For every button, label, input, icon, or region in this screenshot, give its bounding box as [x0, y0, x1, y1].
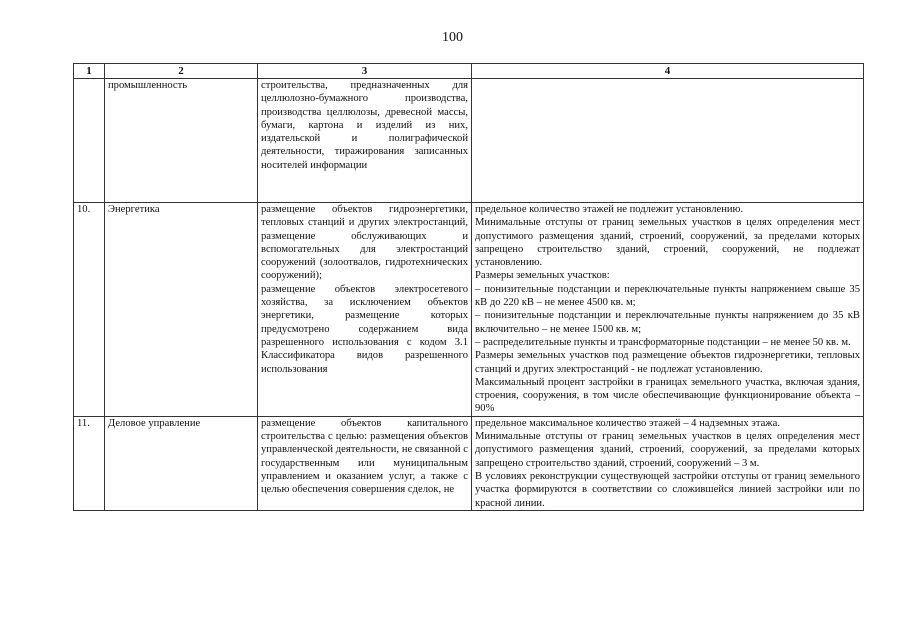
page-number: 100 [442, 30, 463, 45]
row-parameter-paragraph: Максимальный процент застройки в границах земельного участка, включая здания, строения, сооружения, в том числе обеспечивающие функционирование объекта – 90% [475, 376, 860, 415]
header-col-4: 4 [472, 64, 864, 79]
table-row [74, 416, 864, 510]
row-parameter-paragraph: Минимальные отступы от границ земельных участков в целях определения мест допустимого размещения зданий, строений, сооружений, за пределами которых запрещено строительство зданий, строений, сооружений – 3 м. [475, 431, 860, 469]
header-col-1: 1 [74, 64, 105, 79]
table-header-row [74, 64, 864, 79]
row-name: промышленность [105, 79, 258, 203]
row-parameter-paragraph: Размеры земельных участков под размещение объектов гидроэнергетики, тепловых станций и других электростанций - не подлежат установлению. [475, 350, 860, 375]
row-parameters [472, 203, 864, 417]
header-col-3: 3 [258, 64, 472, 79]
row-parameter-paragraph: – понизительные подстанции и переключательные пункты напряжением свыше 35 кВ до 220 кВ – не менее 4500 кв. м; [475, 283, 860, 309]
row-parameters [472, 416, 864, 510]
row-description [258, 203, 472, 417]
zoning-table [73, 63, 864, 511]
row-description [258, 79, 472, 203]
header-col-2: 2 [105, 64, 258, 79]
row-parameter-paragraph: Минимальные отступы от границ земельных участков в целях определения мест допустимого размещения зданий, строений, сооружений, за пределами которых запрещено строительство зданий, строений, сооружений, не подлежат установлению. [475, 217, 860, 269]
table-row [74, 79, 864, 203]
row-parameter-paragraph: Размеры земельных участков: [475, 270, 610, 282]
row-number: 10. [74, 203, 105, 417]
row-parameter-paragraph: В условиях реконструкции существующей застройки отступы от границ земельного участка формируются в соответствии со сложившейся линией застройки или по красной линии. [475, 470, 860, 509]
table-row [74, 203, 864, 417]
row-parameter-paragraph: – понизительные подстанции и переключательные пункты напряжением до 35 кВ включительно – не менее 1500 кв. м; [475, 310, 860, 335]
row-parameter-paragraph: – распределительные пункты и трансформаторные подстанции – не менее 50 кв. м. [475, 336, 851, 348]
row-name: Деловое управление [105, 416, 258, 510]
row-number: 11. [74, 416, 105, 510]
row-parameter-paragraph: предельное количество этажей не подлежит установлению. [475, 204, 744, 215]
row-parameters [472, 79, 864, 203]
row-description-paragraph: размещение объектов капитального строительства с целью: размещения объектов управленческой деятельности, не связанной с государственным или муниципальным управлением и оказанием услуг, а также с целью обеспечения совершения сделок, не [261, 417, 468, 496]
row-description-paragraph: размещение объектов гидроэнергетики, тепловых станций и других электростанций, размещение обслуживающих и вспомогательных для электростанций сооружений (золоотвалов, гидротехнических сооружений); [261, 204, 468, 282]
row-description [258, 416, 472, 510]
row-number [74, 79, 105, 203]
row-description-paragraph: строительства, предназначенных для целлюлозно-бумажного производства, производства целлюлозы, древесной массы, бумаги, картона и изделий из них, издательской и полиграфической деятельности, тиражирования записанных носителей информации [261, 80, 468, 171]
row-parameter-paragraph: предельное максимальное количество этажей – 4 надземных этажа. [475, 417, 780, 429]
row-name: Энергетика [105, 203, 258, 417]
row-description-paragraph: размещение объектов электросетевого хозяйства, за исключением объектов энергетики, размещение которых предусмотрено содержанием вида разрешенного использования с кодом 3.1 Классификатора видов разрешенного использования [261, 283, 468, 375]
